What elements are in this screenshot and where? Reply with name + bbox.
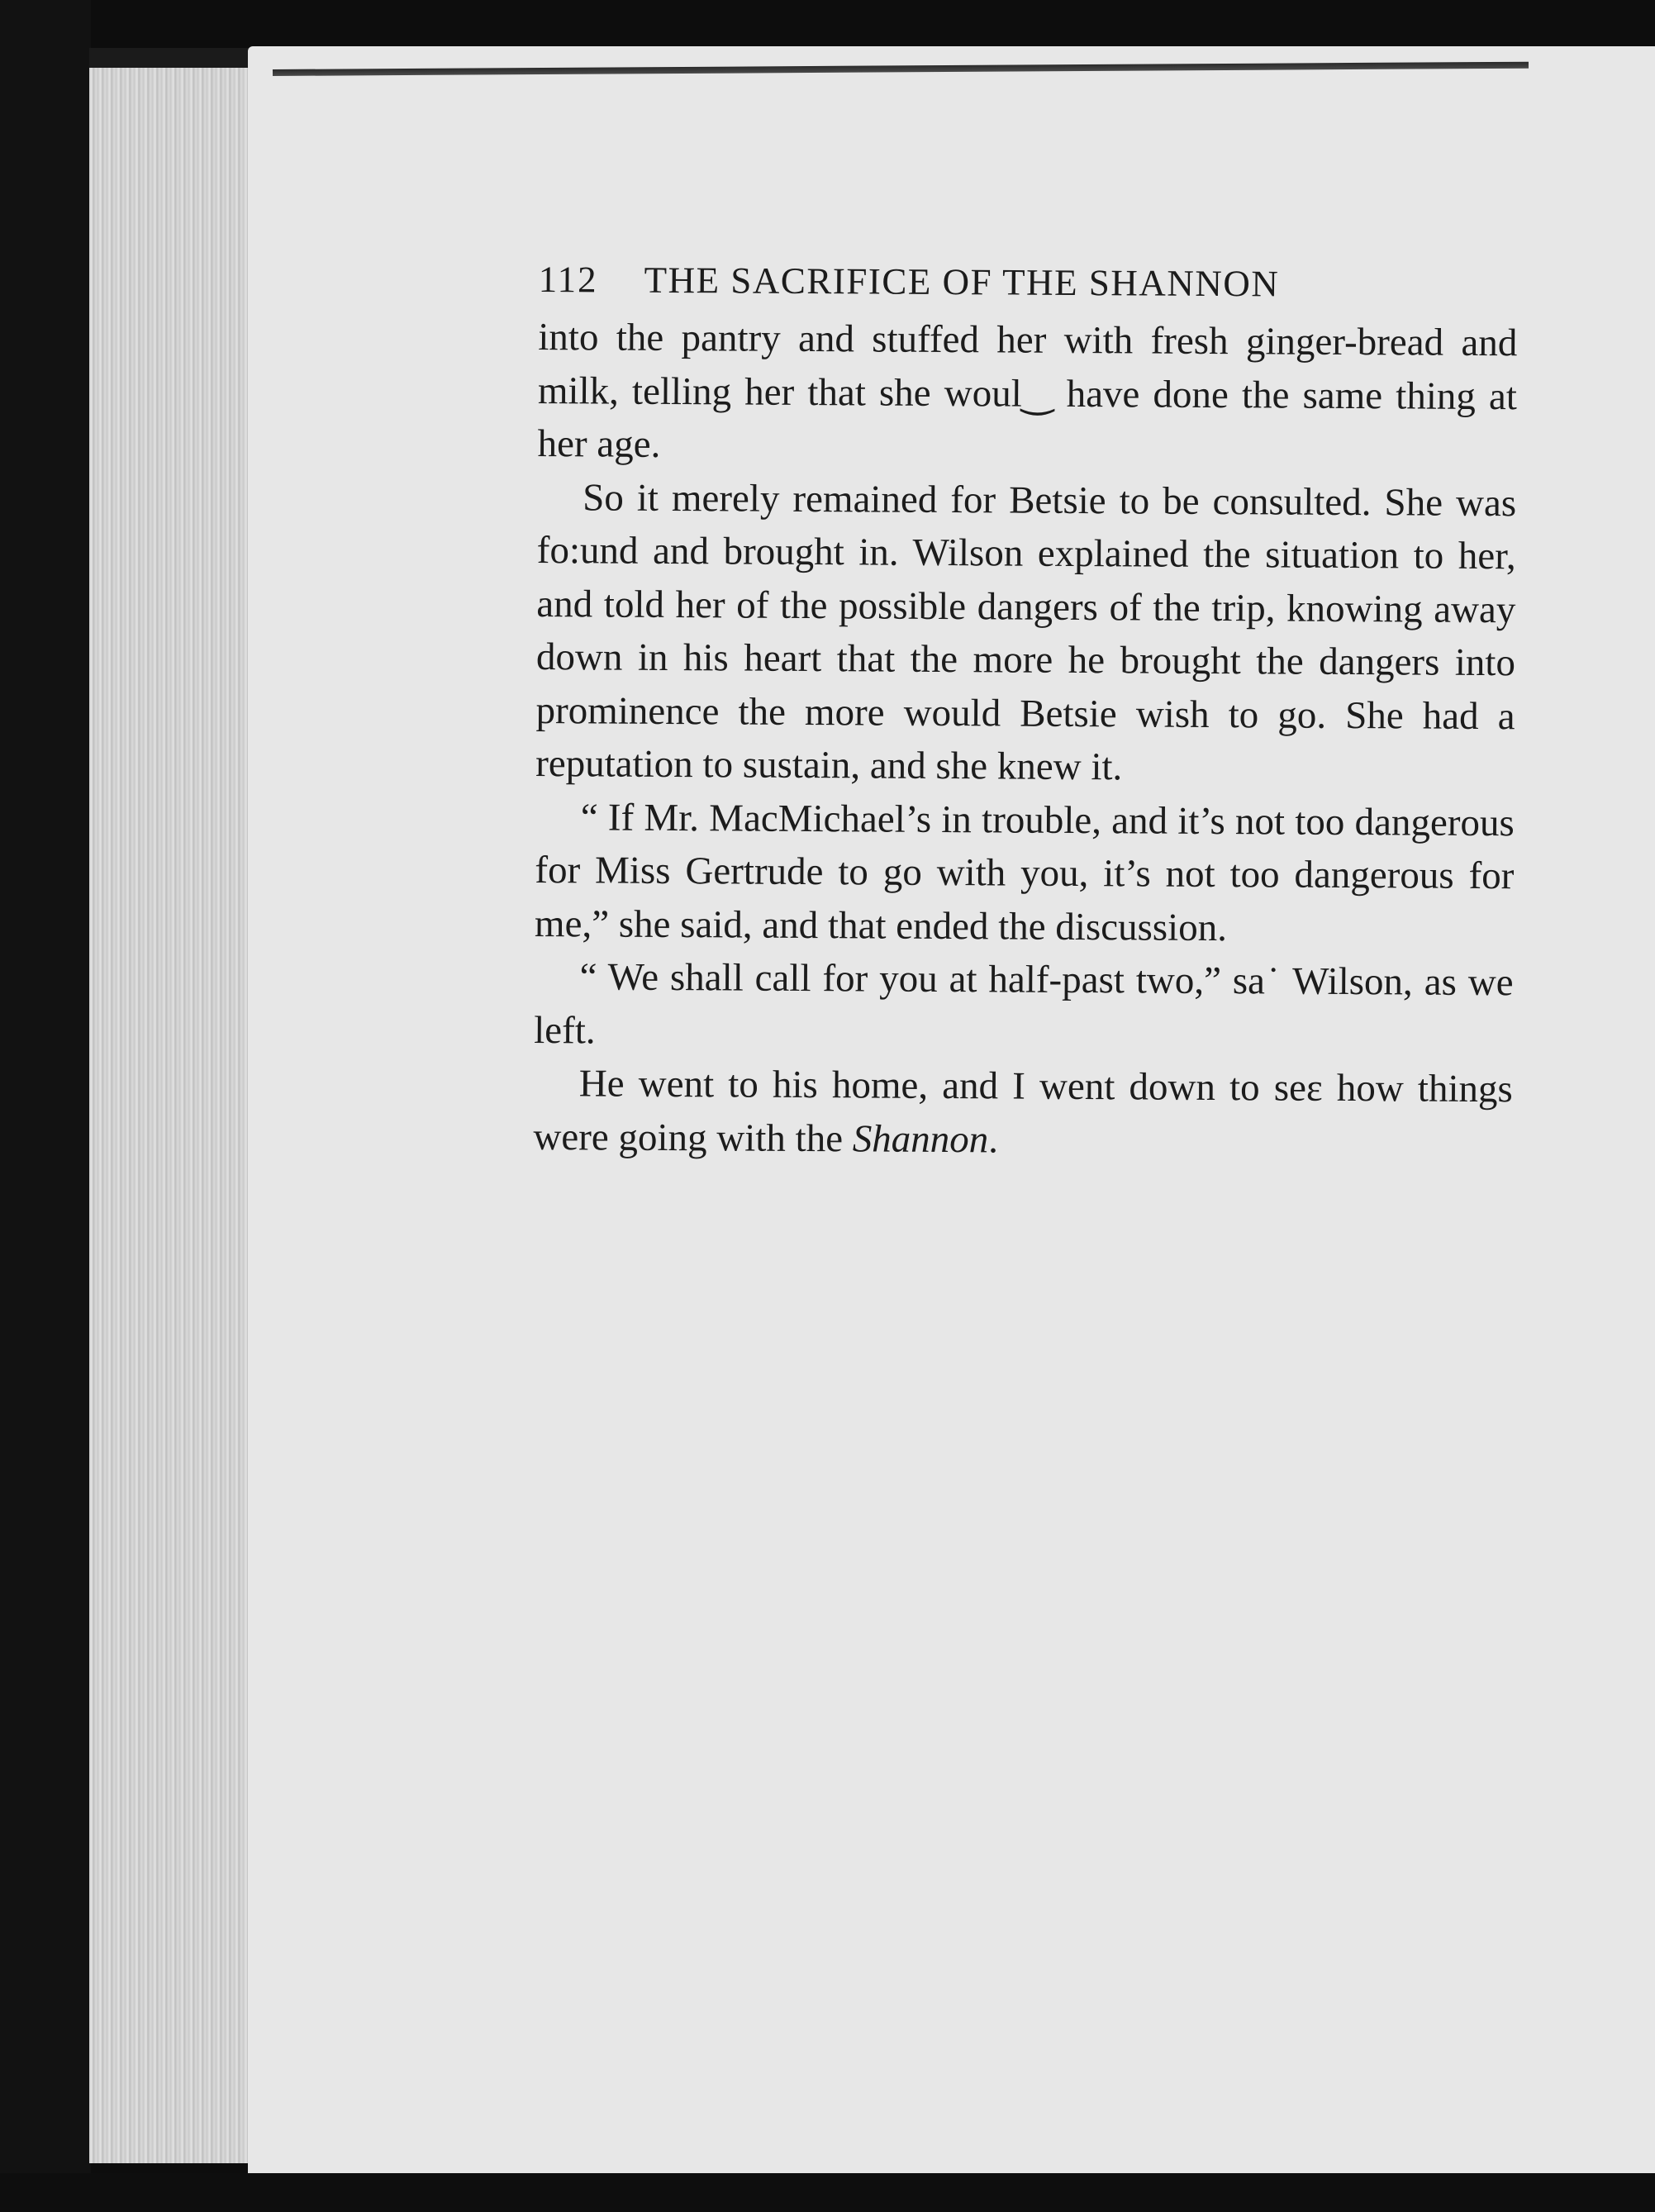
running-title: THE SACRIFICE OF THE SHANNON xyxy=(644,259,1280,305)
paragraph: “ If Mr. MacMichael’s in trouble, and it’s not too dangerous for Miss Gertrude to go with you, it’s not too dangerous for me,” she said, and that ended the discussion. xyxy=(534,795,1515,949)
paragraph: So it merely remained for Betsie to be consulted. She was fo:und and brought in. Wilson explained the situation to her, and told her of the possible dangers of the trip, knowing away down in his heart that the more he brought the dangers into prominence the more would Betsie wish to go. She had a reputation to sustain, and she knew it. xyxy=(535,475,1517,789)
page-number: 112 xyxy=(538,258,598,301)
paragraph: into the pantry and stuffed her with fresh ginger-bread and milk, telling her that she woul‿ have done the same thing at her age. xyxy=(537,315,1518,466)
page-content xyxy=(533,248,1518,1169)
ship-name: Shannon xyxy=(852,1116,989,1161)
scan-background xyxy=(0,0,91,2212)
paragraph: “ We shall call for you at half-past two,” sa˙ Wilson, as we left. xyxy=(534,955,1514,1052)
paragraph-end: . xyxy=(988,1117,999,1161)
scan-bottom-border xyxy=(0,2173,1655,2212)
paragraph-text: He went to his home, and I went down to seε how things were going with the xyxy=(533,1062,1513,1160)
running-head xyxy=(539,248,1518,316)
paragraph xyxy=(533,1057,1513,1169)
body-text xyxy=(533,311,1517,1169)
